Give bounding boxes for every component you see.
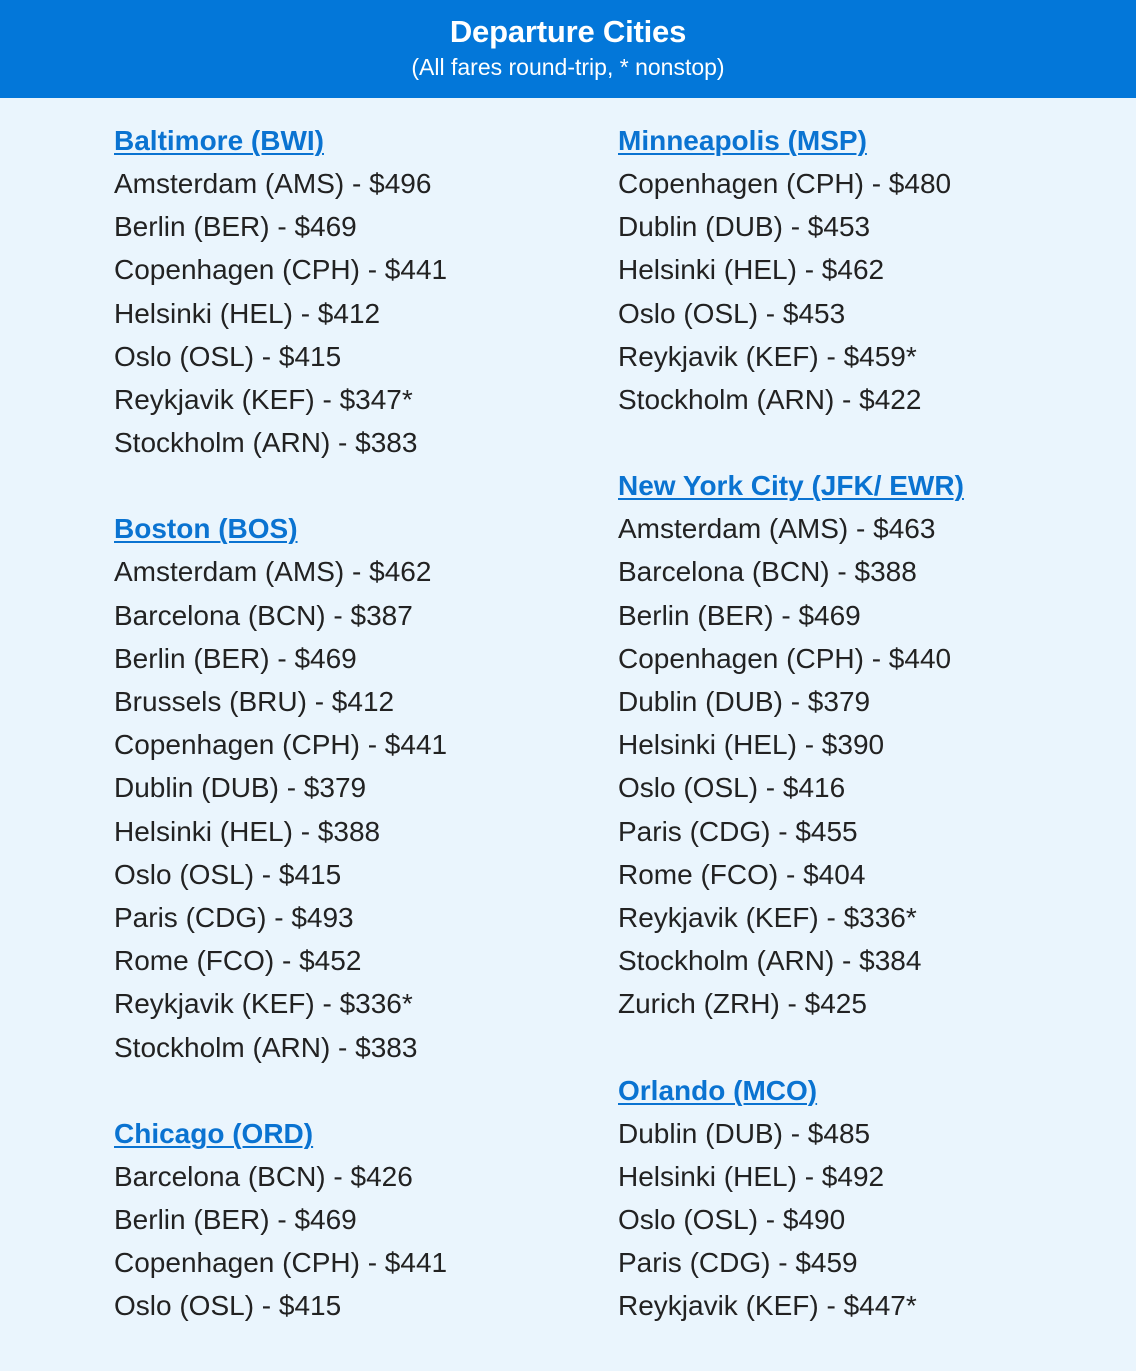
- fare-item: Berlin (BER) - $469: [114, 211, 357, 243]
- fare-item: Paris (CDG) - $493: [114, 902, 354, 934]
- fare-item: Copenhagen (CPH) - $440: [618, 642, 952, 674]
- fare-item: Stockholm (ARN) - $422: [618, 384, 922, 416]
- departure-city-section: [618, 1069, 1118, 1328]
- fare-item: Amsterdam (AMS) - $463: [618, 513, 936, 545]
- fare-item: Oslo (OSL) - $415: [114, 1290, 342, 1322]
- fare-item: Helsinki (HEL) - $492: [618, 1160, 885, 1192]
- fare-list: [618, 1112, 1118, 1328]
- departure-city-section: [114, 507, 584, 1068]
- fare-item: Amsterdam (AMS) - $462: [114, 556, 432, 588]
- fare-item: Stockholm (ARN) - $383: [114, 1031, 418, 1063]
- fare-item: Oslo (OSL) - $415: [114, 858, 342, 890]
- fare-list: [618, 507, 1118, 1025]
- fare-item: Oslo (OSL) - $415: [114, 340, 342, 372]
- fare-item: Helsinki (HEL) - $462: [618, 254, 885, 286]
- fare-list: [114, 550, 584, 1068]
- fare-item: Reykjavik (KEF) - $336*: [114, 988, 413, 1020]
- fare-item: Dublin (DUB) - $379: [114, 772, 367, 804]
- fare-list: [114, 162, 584, 464]
- fare-item: Helsinki (HEL) - $390: [618, 729, 885, 761]
- fare-item: Oslo (OSL) - $453: [618, 297, 846, 329]
- fare-item: Oslo (OSL) - $490: [618, 1204, 846, 1236]
- fare-item: Copenhagen (CPH) - $441: [114, 254, 448, 286]
- fare-item: Rome (FCO) - $404: [618, 858, 866, 890]
- departure-column-right: [618, 119, 1118, 1371]
- fare-item: Stockholm (ARN) - $384: [618, 945, 922, 977]
- fare-item: Brussels (BRU) - $412: [114, 686, 395, 718]
- fare-item: Stockholm (ARN) - $383: [114, 427, 418, 459]
- city-link-new-york-city-jfk-ewr[interactable]: New York City (JFK/ EWR): [618, 470, 964, 502]
- fare-item: Berlin (BER) - $469: [114, 642, 357, 674]
- fare-item: Barcelona (BCN) - $387: [114, 599, 413, 631]
- fare-item: Copenhagen (CPH) - $441: [114, 729, 448, 761]
- departure-city-section: [618, 119, 1118, 421]
- fare-item: Reykjavik (KEF) - $459*: [618, 340, 917, 372]
- fare-item: Zurich (ZRH) - $425: [618, 988, 867, 1020]
- fare-item: Copenhagen (CPH) - $480: [618, 168, 952, 199]
- fare-item: Rome (FCO) - $452: [114, 945, 362, 977]
- departure-city-section: [114, 119, 584, 464]
- fare-item: Copenhagen (CPH) - $441: [114, 1247, 448, 1279]
- departure-column-left: [114, 119, 584, 1371]
- fare-item: Reykjavik (KEF) - $447*: [618, 1290, 917, 1322]
- city-link-baltimore-bwi[interactable]: Baltimore (BWI): [114, 125, 324, 156]
- fare-item: Berlin (BER) - $469: [618, 599, 861, 631]
- page-subtitle: (All fares round-trip, * nonstop): [411, 54, 725, 80]
- fare-item: Dublin (DUB) - $453: [618, 211, 871, 243]
- fare-item: Reykjavik (KEF) - $336*: [618, 902, 917, 934]
- fare-item: Barcelona (BCN) - $426: [114, 1160, 413, 1192]
- fare-item: Barcelona (BCN) - $388: [618, 556, 917, 588]
- fare-list: [618, 162, 1118, 421]
- fare-item: Paris (CDG) - $455: [618, 815, 858, 847]
- fare-item: Dublin (DUB) - $379: [618, 686, 871, 718]
- departure-city-section: [114, 1112, 584, 1328]
- city-link-orlando-mco[interactable]: Orlando (MCO): [618, 1074, 818, 1106]
- page-title: Departure Cities: [449, 14, 687, 49]
- fare-item: Dublin (DUB) - $485: [618, 1117, 871, 1149]
- page-header: [0, 0, 1136, 98]
- departure-city-section: [618, 464, 1118, 1025]
- fare-item: Helsinki (HEL) - $412: [114, 297, 381, 329]
- fare-item: Paris (CDG) - $459: [618, 1247, 858, 1279]
- fare-item: Berlin (BER) - $469: [114, 1204, 357, 1236]
- fare-item: Amsterdam (AMS) - $496: [114, 168, 432, 199]
- fare-item: Oslo (OSL) - $416: [618, 772, 846, 804]
- fare-item: Reykjavik (KEF) - $347*: [114, 384, 413, 416]
- fare-list: [114, 1155, 584, 1328]
- city-link-chicago-ord[interactable]: Chicago (ORD): [114, 1117, 314, 1149]
- city-link-boston-bos[interactable]: Boston (BOS): [114, 513, 298, 545]
- city-link-minneapolis-msp[interactable]: Minneapolis (MSP): [618, 125, 867, 156]
- fare-item: Helsinki (HEL) - $388: [114, 815, 381, 847]
